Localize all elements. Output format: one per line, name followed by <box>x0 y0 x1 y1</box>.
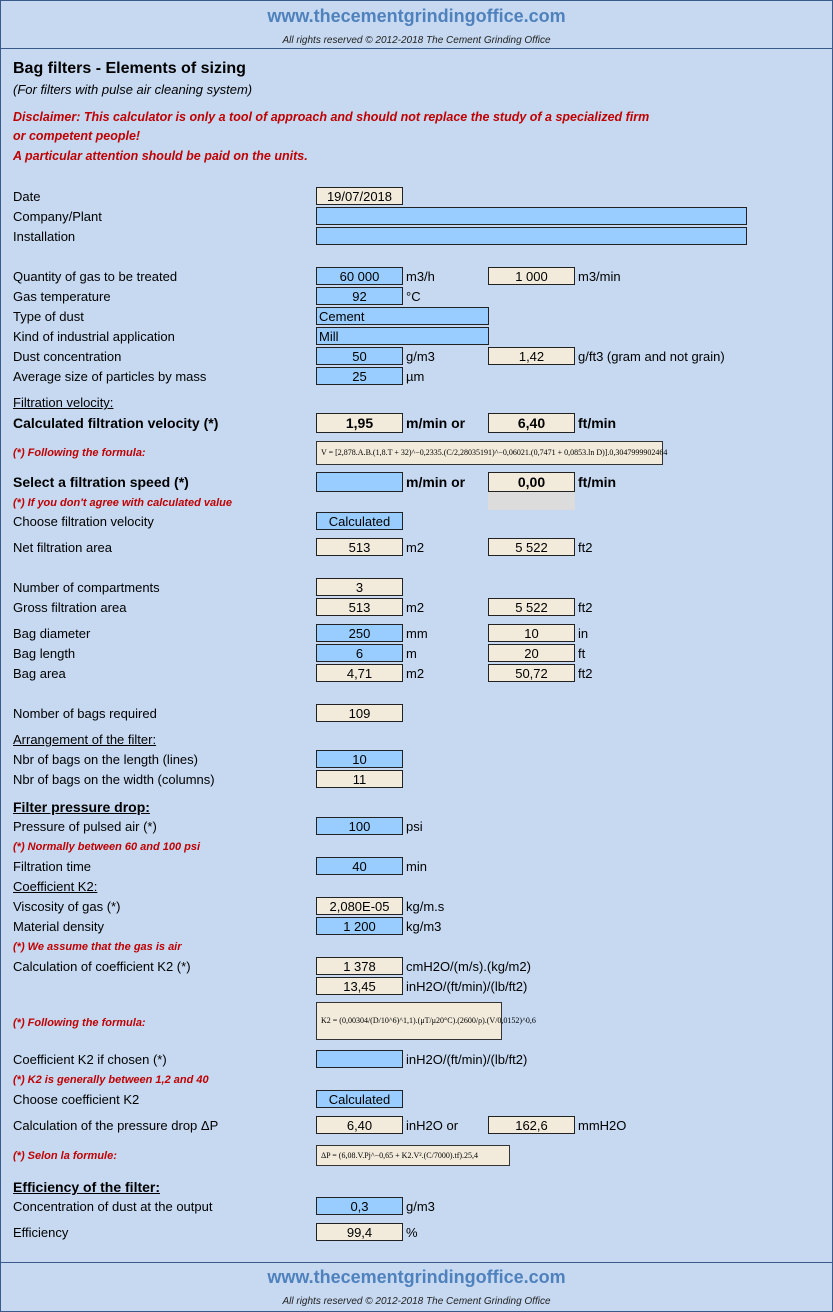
page-subtitle: (For filters with pulse air cleaning system) <box>13 82 253 97</box>
viscosity-label: Viscosity of gas (*) <box>13 899 121 914</box>
lines-input[interactable]: 10 <box>316 750 403 768</box>
dust-type-input[interactable]: Cement <box>316 307 489 325</box>
dust-conc-input[interactable]: 50 <box>316 347 403 365</box>
bags-required-value: 109 <box>316 704 403 722</box>
dp-formula: ΔP = (6,08.V.Pj^−0,65 + K2.V².(C/7000).tf).25,4 <box>316 1145 510 1166</box>
gas-qty-input[interactable]: 60 000 <box>316 267 403 285</box>
empty-cell <box>488 492 575 510</box>
net-area-unit2: ft2 <box>578 540 593 555</box>
gross-area-unit: m2 <box>406 600 425 615</box>
company-label: Company/Plant <box>13 209 102 224</box>
viscosity-value: 2,080E-05 <box>316 897 403 915</box>
k2-choose-label: Choose coefficient K2 <box>13 1092 140 1107</box>
gas-qty-value2: 1 000 <box>488 267 575 285</box>
bag-length-label: Bag length <box>13 646 76 661</box>
efficiency-value: 99,4 <box>316 1223 403 1241</box>
bag-diameter-unit2: in <box>578 626 589 641</box>
particle-unit: µm <box>406 369 425 384</box>
k2-calc-unit: cmH2O/(m/s).(kg/m2) <box>406 959 531 974</box>
k2-section: Coefficient K2: <box>13 879 98 894</box>
date-label: Date <box>13 189 41 204</box>
choose-velocity-label: Choose filtration velocity <box>13 514 154 529</box>
installation-label: Installation <box>13 229 76 244</box>
efficiency-section: Efficiency of the filter: <box>13 1179 161 1195</box>
filtration-time-input[interactable]: 40 <box>316 857 403 875</box>
dust-conc-unit: g/m3 <box>406 349 435 364</box>
bag-area-unit: m2 <box>406 666 425 681</box>
page-title: Bag filters - Elements of sizing <box>13 60 246 77</box>
columns-label: Nbr of bags on the width (columns) <box>13 772 215 787</box>
pulsed-air-input[interactable]: 100 <box>316 817 403 835</box>
bags-required-label: Nomber of bags required <box>13 706 157 721</box>
gas-temp-label: Gas temperature <box>13 289 111 304</box>
pulsed-air-note: (*) Normally between 60 and 100 psi <box>13 841 201 853</box>
k2-chosen-unit: inH2O/(ft/min)/(lb/ft2) <box>406 1052 528 1067</box>
calc-velocity-unit2: ft/min <box>578 415 617 431</box>
disclaimer-line1: Disclaimer: This calculator is only a tool of approach and should not replace the study of a specialized firm <box>13 110 650 124</box>
gas-qty-label: Quantity of gas to be treated <box>13 269 178 284</box>
efficiency-label: Efficiency <box>13 1225 69 1240</box>
gross-area-value: 513 <box>316 598 403 616</box>
calc-velocity-unit: m/min or <box>406 415 466 431</box>
particle-input[interactable]: 25 <box>316 367 403 385</box>
company-input[interactable] <box>316 207 747 225</box>
k2-calc-value: 1 378 <box>316 957 403 975</box>
net-area-label: Net filtration area <box>13 540 112 555</box>
rights-top: All rights reserved © 2012-2018 The Cement Grinding Office <box>282 35 551 46</box>
k2-chosen-label: Coefficient K2 if chosen (*) <box>13 1052 167 1067</box>
bag-length-value2: 20 <box>488 644 575 662</box>
divider-top <box>0 48 833 49</box>
dp-value2: 162,6 <box>488 1116 575 1134</box>
compartments-value: 3 <box>316 578 403 596</box>
select-velocity-label: Select a filtration speed (*) <box>13 474 189 490</box>
rights-bottom: All rights reserved © 2012-2018 The Cement Grinding Office <box>282 1296 551 1307</box>
bag-length-unit: m <box>406 646 417 661</box>
density-label: Material density <box>13 919 105 934</box>
gas-qty-unit: m3/h <box>406 269 435 284</box>
dp-formula-note: (*) Selon la formule: <box>13 1150 117 1162</box>
date-field: 19/07/2018 <box>316 187 403 205</box>
pulsed-air-label: Pressure of pulsed air (*) <box>13 819 157 834</box>
gross-area-unit2: ft2 <box>578 600 593 615</box>
pulsed-air-unit: psi <box>406 819 423 834</box>
calc-velocity-value: 1,95 <box>316 413 403 433</box>
net-area-value2: 5 522 <box>488 538 575 556</box>
dp-label: Calculation of the pressure drop ΔP <box>13 1118 219 1133</box>
select-velocity-note: (*) If you don't agree with calculated value <box>13 497 232 509</box>
select-velocity-input[interactable] <box>316 472 403 492</box>
velocity-formula-note: (*) Following the formula: <box>13 447 146 459</box>
velocity-section: Filtration velocity: <box>13 395 114 410</box>
site-link-bottom[interactable]: www.thecementgrindingoffice.com <box>267 1267 566 1287</box>
columns-value: 11 <box>316 770 403 788</box>
disclaimer-line2: or competent people! <box>13 129 141 143</box>
disclaimer-line3: A particular attention should be paid on the units. <box>13 149 308 163</box>
select-velocity-unit: m/min or <box>406 474 466 490</box>
k2-choose-select[interactable]: Calculated <box>316 1090 403 1108</box>
velocity-formula: V = [2,878.A.B.(1,8.T + 32)^−0,2335.(C/2,28035191)^−0,06021.(0,7471 + 0,0853.ln D)].0,3047999902464 <box>316 441 663 465</box>
bag-area-label: Bag area <box>13 666 66 681</box>
dust-type-label: Type of dust <box>13 309 84 324</box>
lines-label: Nbr of bags on the length (lines) <box>13 752 198 767</box>
bag-diameter-label: Bag diameter <box>13 626 91 641</box>
dp-value: 6,40 <box>316 1116 403 1134</box>
density-input[interactable]: 1 200 <box>316 917 403 935</box>
gross-area-label: Gross filtration area <box>13 600 127 615</box>
bag-diameter-value2: 10 <box>488 624 575 642</box>
bag-length-input[interactable]: 6 <box>316 644 403 662</box>
output-conc-unit: g/m3 <box>406 1199 435 1214</box>
divider-bottom <box>0 1262 833 1263</box>
viscosity-unit: kg/m.s <box>406 899 445 914</box>
calc-velocity-value2: 6,40 <box>488 413 575 433</box>
net-area-unit: m2 <box>406 540 425 555</box>
bag-length-unit2: ft <box>578 646 586 661</box>
k2-note: (*) K2 is generally between 1,2 and 40 <box>13 1074 209 1086</box>
dust-conc-label: Dust concentration <box>13 349 122 364</box>
bag-diameter-input[interactable]: 250 <box>316 624 403 642</box>
select-velocity-unit2: ft/min <box>578 474 617 490</box>
k2-calc-label: Calculation of coefficient K2 (*) <box>13 959 191 974</box>
filtration-time-unit: min <box>406 859 427 874</box>
bag-area-value: 4,71 <box>316 664 403 682</box>
gas-temp-unit: °C <box>406 289 421 304</box>
output-conc-input[interactable]: 0,3 <box>316 1197 403 1215</box>
calc-velocity-label: Calculated filtration velocity (*) <box>13 415 219 431</box>
site-link-top[interactable]: www.thecementgrindingoffice.com <box>267 6 566 26</box>
particle-label: Average size of particles by mass <box>13 369 207 384</box>
pressure-section: Filter pressure drop: <box>13 799 150 815</box>
compartments-label: Number of compartments <box>13 580 160 595</box>
dust-conc-unit2: g/ft3 (gram and not grain) <box>578 349 725 364</box>
bag-area-value2: 50,72 <box>488 664 575 682</box>
air-note: (*) We assume that the gas is air <box>13 941 182 953</box>
bag-area-unit2: ft2 <box>578 666 593 681</box>
choose-velocity-select[interactable]: Calculated <box>316 512 403 530</box>
gas-temp-input[interactable]: 92 <box>316 287 403 305</box>
output-conc-label: Concentration of dust at the output <box>13 1199 213 1214</box>
application-label: Kind of industrial application <box>13 329 175 344</box>
select-velocity-value2: 0,00 <box>488 472 575 492</box>
density-unit: kg/m3 <box>406 919 442 934</box>
k2-calc-value2: 13,45 <box>316 977 403 995</box>
net-area-value: 513 <box>316 538 403 556</box>
dp-unit2: mmH2O <box>578 1118 627 1133</box>
dp-unit: inH2O or <box>406 1118 459 1133</box>
arrangement-section: Arrangement of the filter: <box>13 732 157 747</box>
installation-input[interactable] <box>316 227 747 245</box>
k2-formula-note: (*) Following the formula: <box>13 1017 146 1029</box>
application-input[interactable]: Mill <box>316 327 489 345</box>
dust-conc-value2: 1,42 <box>488 347 575 365</box>
k2-chosen-input[interactable] <box>316 1050 403 1068</box>
bag-diameter-unit: mm <box>406 626 428 641</box>
k2-calc-unit2: inH2O/(ft/min)/(lb/ft2) <box>406 979 528 994</box>
filtration-time-label: Filtration time <box>13 859 92 874</box>
k2-formula: K2 = (0,00304/(D/10^6)^1,1).(μT/μ20°C).(2600/ρ).(V/0,0152)^0,6 <box>316 1002 502 1040</box>
gross-area-value2: 5 522 <box>488 598 575 616</box>
gas-qty-unit2: m3/min <box>578 269 621 284</box>
efficiency-unit: % <box>406 1225 418 1240</box>
